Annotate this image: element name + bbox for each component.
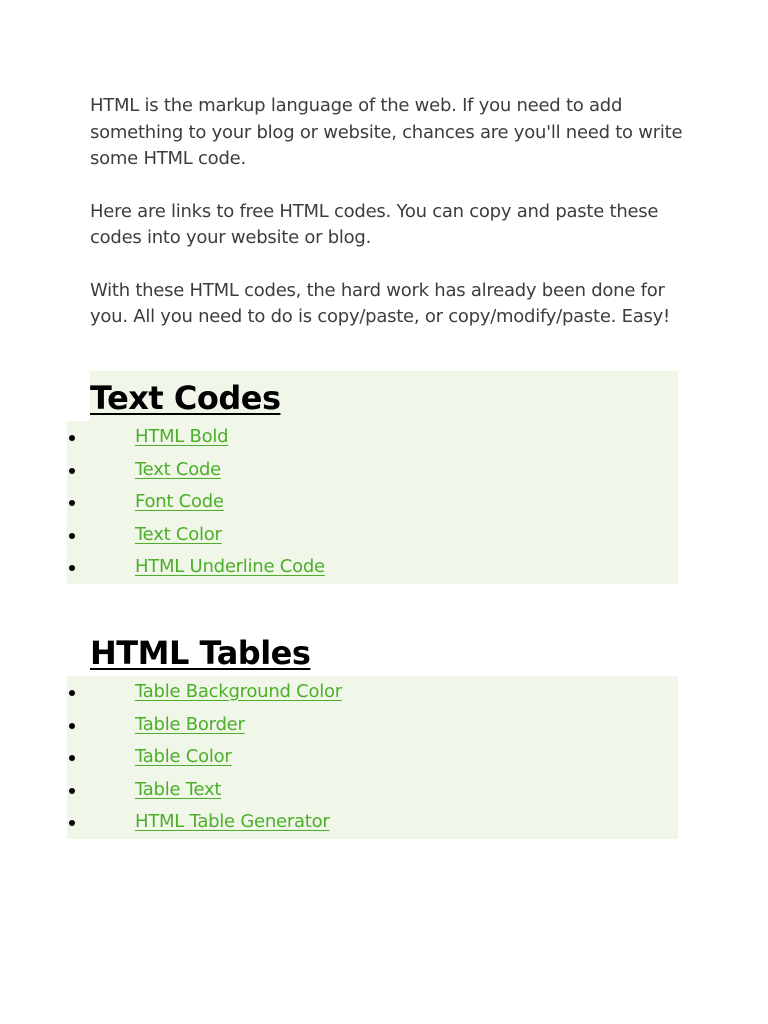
bullet-icon (69, 788, 75, 794)
bullet-icon (69, 533, 75, 539)
link-table-text[interactable]: Table Text (135, 778, 222, 800)
link-html-table-generator[interactable]: HTML Table Generator (135, 811, 330, 833)
link-html-bold[interactable]: HTML Bold (135, 426, 229, 447)
list-item (67, 806, 678, 839)
bullet-icon (69, 690, 75, 696)
section-heading-band (90, 626, 678, 676)
bullet-icon (69, 565, 75, 571)
list-item (67, 741, 678, 774)
intro-paragraph-3: With these HTML codes, the hard work has already been done for you. All you need to do is copy/paste, or copy/modify/paste. Easy! (90, 279, 671, 327)
list-item (67, 454, 678, 487)
link-table-color[interactable]: Table Color (135, 746, 232, 768)
list-item (67, 774, 678, 807)
list-item (67, 551, 678, 584)
section-html-tables (67, 626, 678, 839)
list-item (67, 519, 678, 552)
bullet-icon (69, 820, 75, 826)
intro-paragraph-1: HTML is the markup language of the web. If you need to add something to your blog or website, chances are you'll need to write some HTML code. (90, 95, 683, 169)
bullet-icon (69, 468, 75, 474)
bullet-icon (69, 723, 75, 729)
link-list-text-codes (67, 421, 678, 584)
intro-text (90, 93, 690, 357)
link-table-background-color[interactable]: Table Background Color (135, 681, 342, 702)
list-item (67, 421, 678, 454)
link-html-underline-code[interactable]: HTML Underline Code (135, 556, 325, 578)
link-text-code[interactable]: Text Code (135, 458, 221, 480)
list-item (67, 676, 678, 709)
link-table-border[interactable]: Table Border (135, 713, 245, 735)
list-item (67, 709, 678, 742)
link-text-color[interactable]: Text Color (135, 523, 222, 545)
section-heading-html-tables: HTML Tables (90, 634, 311, 672)
link-font-code[interactable]: Font Code (135, 491, 224, 513)
section-heading-band (90, 371, 678, 421)
section-text-codes (67, 371, 678, 584)
section-heading-text-codes: Text Codes (90, 379, 281, 417)
bullet-icon (69, 500, 75, 506)
link-list-html-tables (67, 676, 678, 839)
list-item (67, 486, 678, 519)
bullet-icon (69, 435, 75, 441)
intro-paragraph-2: Here are links to free HTML codes. You can copy and paste these codes into your website or blog. (90, 200, 659, 248)
bullet-icon (69, 755, 75, 761)
